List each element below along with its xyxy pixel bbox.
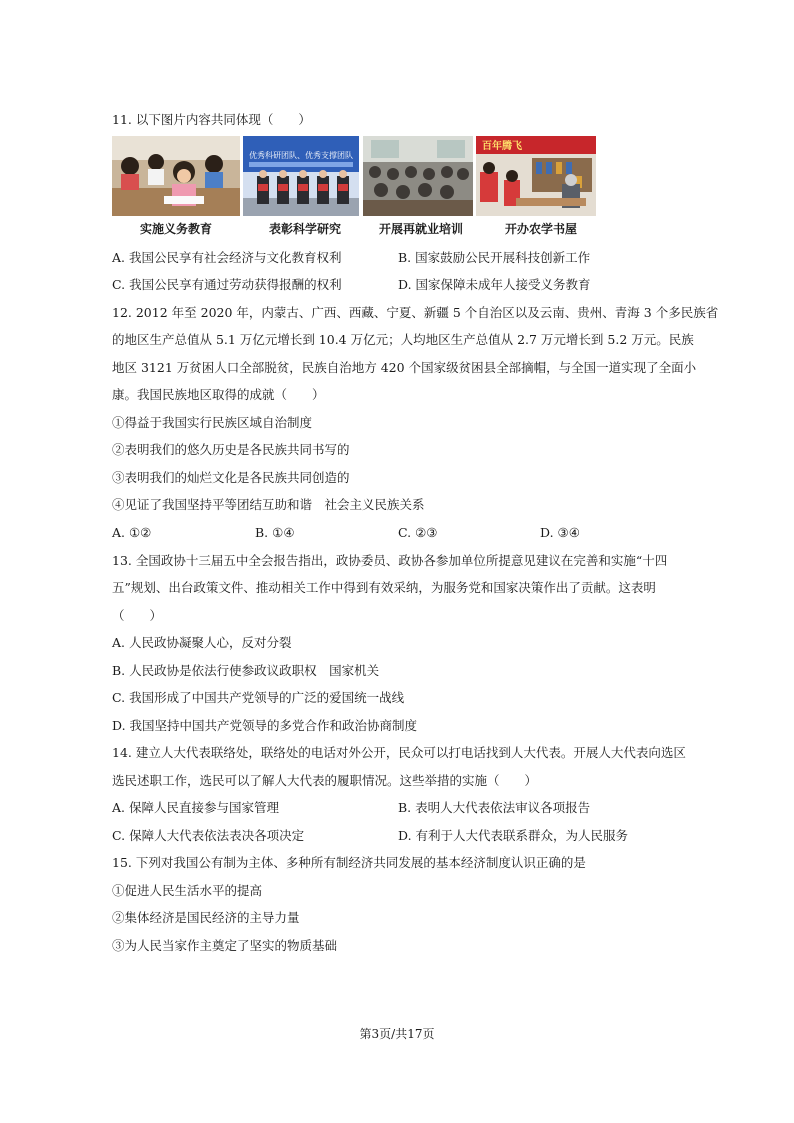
q12-option-c[interactable]: C. ②③ bbox=[398, 525, 438, 540]
q15-item-3: ③为人民当家作主奠定了坚实的物质基础 bbox=[112, 938, 338, 953]
q12-stem-line-3: 地区 3121 万贫困人口全部脱贫，民族自治地方 420 个国家级贫困县全部摘帽，与全国一道实现了全面小 bbox=[112, 360, 697, 375]
q12-item-2: ②表明我们的悠久历史是各民族共同书写的 bbox=[112, 442, 350, 457]
q12-option-b[interactable]: B. ①④ bbox=[255, 525, 295, 540]
q12-option-a[interactable]: A. ①② bbox=[112, 525, 152, 540]
q11-stem: 11. 以下图片内容共同体现（ ） bbox=[112, 112, 311, 127]
q12-stem-line-1: 12. 2012 年至 2020 年，内蒙古、广西、西藏、宁夏、新疆 5 个自治区以及云南、贵州、青海 3 个多民族省 bbox=[112, 305, 719, 320]
q11-image-training-room bbox=[363, 136, 473, 216]
q12-stem-line-4: 康。我国民族地区取得的成就（ ） bbox=[112, 387, 325, 402]
q13-stem-line-3: （ ） bbox=[112, 608, 163, 623]
q13-option-d[interactable]: D. 我国坚持中国共产党领导的多党合作和政治协商制度 bbox=[112, 718, 418, 733]
q14-option-c[interactable]: C. 保障人大代表依法表决各项决定 bbox=[112, 828, 305, 843]
q11-option-c[interactable]: C. 我国公民享有通过劳动获得报酬的权利 bbox=[112, 277, 342, 292]
q13-stem-line-1: 13. 全国政协十三届五中全会报告指出，政协委员、政协各参加单位所提意见建议在完善和实施“十四 bbox=[112, 553, 668, 568]
q11-caption-3: 开展再就业培训 bbox=[379, 222, 464, 236]
q14-option-d[interactable]: D. 有利于人大代表联系群众，为人民服务 bbox=[398, 828, 629, 843]
q14-stem-line-2: 选民述职工作，选民可以了解人大代表的履职情况。这些举措的实施（ ） bbox=[112, 773, 538, 788]
q14-stem-line-1: 14. 建立人大代表联络处，联络处的电话对外公开，民众可以打电话找到人大代表。开展人大代表向选区 bbox=[112, 745, 686, 760]
q13-option-b[interactable]: B. 人民政协是依法行使参政议政职权 国家机关 bbox=[112, 663, 380, 678]
q11-caption-4: 开办农学书屋 bbox=[505, 222, 578, 236]
q12-item-1: ①得益于我国实行民族区域自治制度 bbox=[112, 415, 313, 430]
q13-option-c[interactable]: C. 我国形成了中国共产党领导的广泛的爱国统一战线 bbox=[112, 690, 405, 705]
q11-option-b[interactable]: B. 国家鼓励公民开展科技创新工作 bbox=[398, 250, 591, 265]
q11-caption-1: 实施义务教育 bbox=[140, 222, 213, 236]
q11-caption-2: 表彰科学研究 bbox=[269, 222, 342, 236]
q11-reading-banner-text: 百年腾飞 bbox=[482, 141, 522, 152]
q14-option-a[interactable]: A. 保障人民直接参与国家管理 bbox=[112, 800, 279, 815]
q11-image-award-ceremony bbox=[243, 136, 359, 216]
q11-image-reading-room bbox=[476, 136, 596, 216]
q11-option-a[interactable]: A. 我国公民享有社会经济与文化教育权利 bbox=[112, 250, 342, 265]
q11-option-d[interactable]: D. 国家保障未成年人接受义务教育 bbox=[398, 277, 591, 292]
q14-option-b[interactable]: B. 表明人大代表依法审议各项报告 bbox=[398, 800, 591, 815]
page-number-footer: 第3页/共17页 bbox=[359, 1027, 435, 1041]
q15-item-2: ②集体经济是国民经济的主导力量 bbox=[112, 910, 300, 925]
q13-stem-line-2: 五”规划、出台政策文件、推动相关工作中得到有效采纳，为服务党和国家决策作出了贡献。这表明 bbox=[112, 580, 656, 595]
q15-item-1: ①促进人民生活水平的提高 bbox=[112, 883, 263, 898]
q11-award-banner-text: 优秀科研团队、优秀支撑团队 bbox=[249, 151, 353, 160]
q13-option-a[interactable]: A. 人民政协凝聚人心，反对分裂 bbox=[112, 635, 292, 650]
q12-option-d[interactable]: D. ③④ bbox=[540, 525, 580, 540]
q12-item-3: ③表明我们的灿烂文化是各民族共同创造的 bbox=[112, 470, 350, 485]
q11-image-classroom bbox=[112, 136, 240, 216]
q12-stem-line-2: 的地区生产总值从 5.1 万亿元增长到 10.4 万亿元；人均地区生产总值从 2.7 万元增长到 5.2 万元。民族 bbox=[112, 332, 694, 347]
q12-item-4: ④见证了我国坚持平等团结互助和谐 社会主义民族关系 bbox=[112, 497, 425, 512]
q15-stem: 15. 下列对我国公有制为主体、多种所有制经济共同发展的基本经济制度认识正确的是 bbox=[112, 855, 586, 870]
